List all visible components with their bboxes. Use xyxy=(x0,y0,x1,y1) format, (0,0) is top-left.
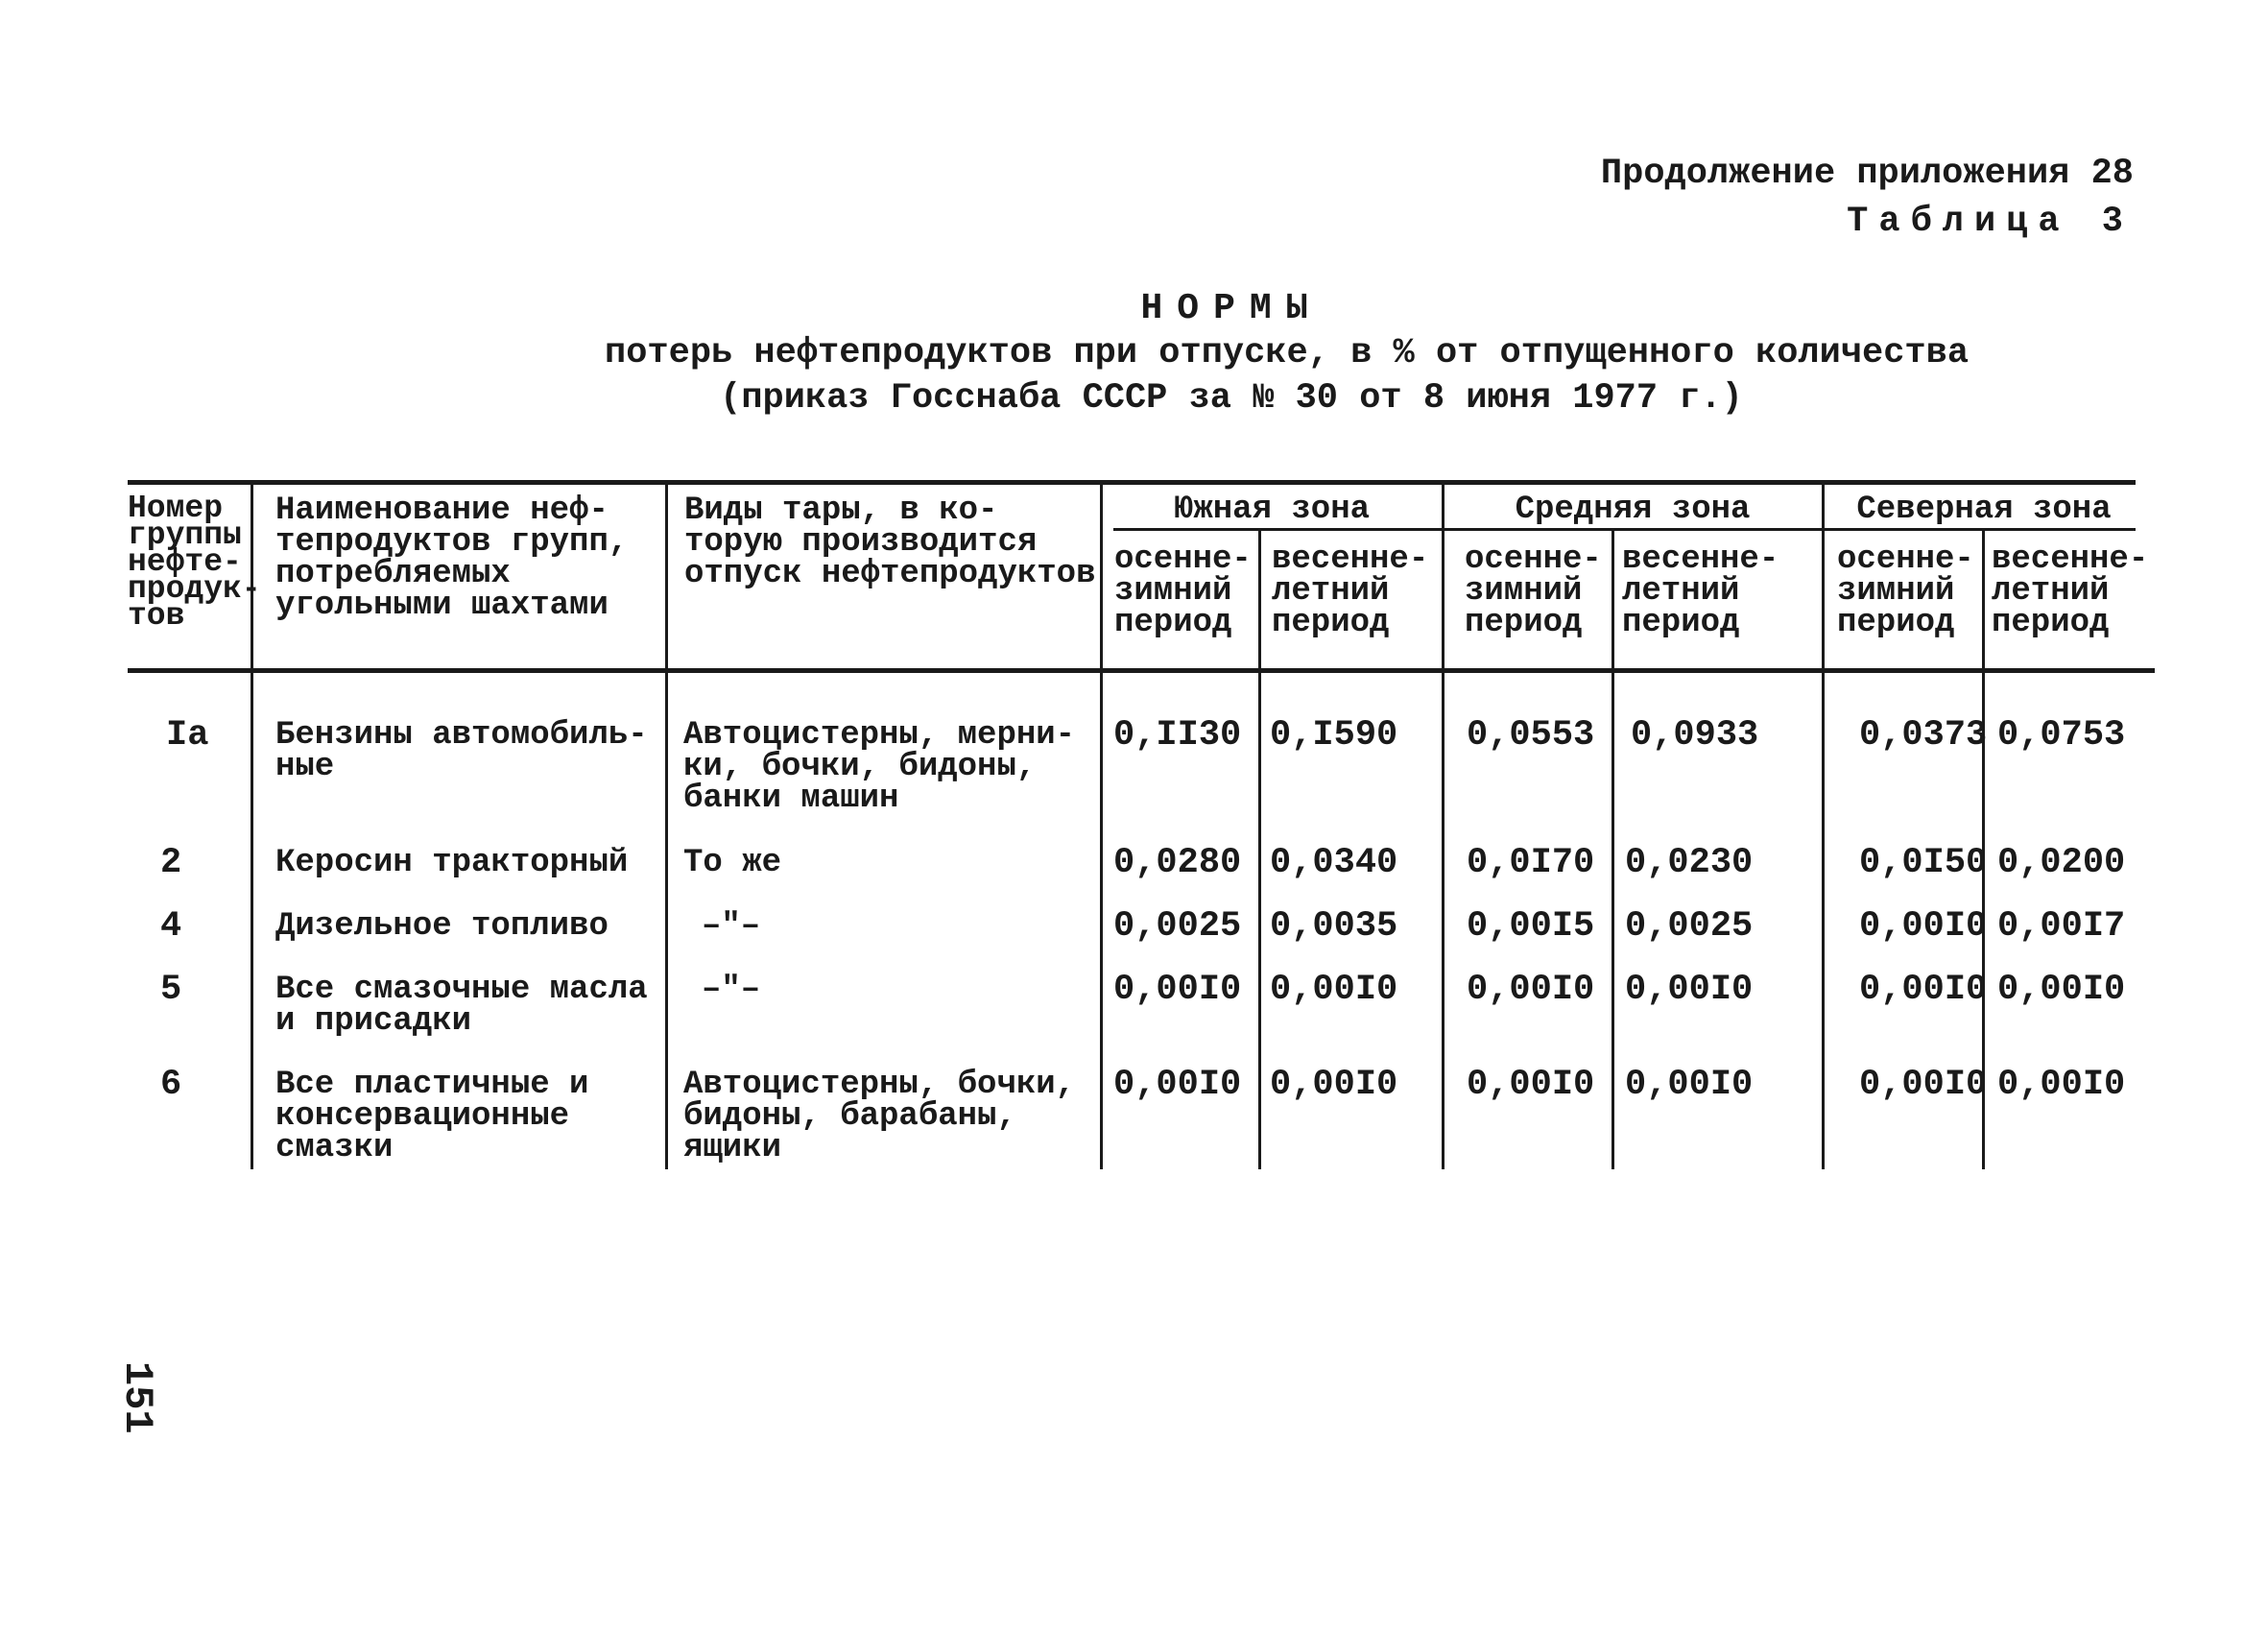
value-north-spring: 0,00I7 xyxy=(1997,906,2126,947)
row-group-number: 6 xyxy=(160,1065,182,1105)
value-north-autumn: 0,0I50 xyxy=(1859,843,1988,883)
appendix-continuation: Продолжение приложения 28 xyxy=(1600,154,2134,194)
value-south-spring: 0,0035 xyxy=(1270,906,1398,947)
zone-south: Южная зона xyxy=(1173,492,1371,528)
value-north-autumn: 0,0373 xyxy=(1859,715,1988,756)
title-order-reference: (приказ Госснаба СССР за № 30 от 8 июня 1977 г.) xyxy=(720,378,1743,419)
zone-north: Северная зона xyxy=(1856,492,2112,528)
header-group-number: Номер группы нефте- продук- тов xyxy=(128,491,261,634)
table-label: Таблица 3 xyxy=(1847,202,2134,242)
header-product-name: Наименование неф- тепродуктов групп, потребляемых угольными шахтами xyxy=(275,492,629,624)
table-top-rule xyxy=(128,480,2136,485)
row-group-number: Iа xyxy=(166,715,209,756)
value-north-autumn: 0,00I0 xyxy=(1859,970,1988,1010)
column-divider xyxy=(1822,480,1825,1169)
page-number: 151 xyxy=(114,1361,160,1434)
value-middle-autumn: 0,0553 xyxy=(1467,715,1595,756)
period-spring-summer: весенне- летний период xyxy=(1992,541,2149,641)
header-container-type: Виды тары, в ко- торую производится отпуск нефтепродуктов xyxy=(684,492,1096,592)
row-container-type: Автоцистерны, бочки, бидоны, барабаны, ящики xyxy=(683,1067,1076,1166)
period-autumn-winter: осенне- зимний период xyxy=(1837,541,1974,641)
value-north-spring: 0,0200 xyxy=(1997,843,2126,883)
value-middle-autumn: 0,0I70 xyxy=(1467,843,1595,883)
row-product-name: Бензины автомобиль- ные xyxy=(275,717,648,785)
value-south-spring: 0,I590 xyxy=(1270,715,1398,756)
value-north-autumn: 0,00I0 xyxy=(1859,1065,1988,1105)
value-middle-spring: 0,0230 xyxy=(1625,843,1754,883)
value-south-spring: 0,00I0 xyxy=(1270,1065,1398,1105)
row-product-name: Дизельное топливо xyxy=(275,908,609,945)
row-group-number: 2 xyxy=(160,843,182,883)
title-main: НОРМЫ xyxy=(1140,288,1323,329)
header-bottom-rule xyxy=(128,668,2155,673)
value-north-autumn: 0,00I0 xyxy=(1859,906,1988,947)
value-south-autumn: 0,0280 xyxy=(1113,843,1242,883)
value-north-spring: 0,0753 xyxy=(1997,715,2126,756)
row-product-name: Керосин тракторный xyxy=(275,845,629,881)
value-south-autumn: 0,0025 xyxy=(1113,906,1242,947)
value-south-spring: 0,00I0 xyxy=(1270,970,1398,1010)
value-middle-spring: 0,00I0 xyxy=(1625,1065,1754,1105)
row-product-name: Все смазочные масла и присадки xyxy=(275,972,648,1040)
period-autumn-winter: осенне- зимний период xyxy=(1465,541,1602,641)
period-autumn-winter: осенне- зимний период xyxy=(1114,541,1252,641)
column-divider xyxy=(1258,530,1261,1169)
row-container-type: То же xyxy=(683,845,782,881)
value-south-autumn: 0,II30 xyxy=(1113,715,1242,756)
column-divider xyxy=(665,480,668,1169)
value-north-spring: 0,00I0 xyxy=(1997,970,2126,1010)
column-divider xyxy=(1611,530,1614,1169)
period-spring-summer: весенне- летний период xyxy=(1272,541,1429,641)
row-container-type: Автоцистерны, мерни- ки, бочки, бидоны, банки машин xyxy=(683,717,1076,817)
value-middle-spring: 0,0933 xyxy=(1631,715,1759,756)
value-north-spring: 0,00I0 xyxy=(1997,1065,2126,1105)
value-middle-spring: 0,0025 xyxy=(1625,906,1754,947)
zone-middle: Средняя зона xyxy=(1515,492,1751,528)
row-product-name: Все пластичные и консервационные смазки xyxy=(275,1067,589,1166)
row-container-type: –"– xyxy=(702,972,761,1008)
value-south-autumn: 0,00I0 xyxy=(1113,1065,1242,1105)
value-middle-autumn: 0,00I5 xyxy=(1467,906,1595,947)
column-divider xyxy=(1442,480,1444,1169)
row-group-number: 5 xyxy=(160,970,182,1010)
value-south-spring: 0,0340 xyxy=(1270,843,1398,883)
column-divider xyxy=(1100,480,1103,1169)
value-south-autumn: 0,00I0 xyxy=(1113,970,1242,1010)
value-middle-autumn: 0,00I0 xyxy=(1467,970,1595,1010)
row-container-type: –"– xyxy=(702,908,761,945)
value-middle-autumn: 0,00I0 xyxy=(1467,1065,1595,1105)
period-spring-summer: весенне- летний период xyxy=(1622,541,1779,641)
title-subtitle: потерь нефтепродуктов при отпуске, в % от отпущенного количества xyxy=(605,333,1970,373)
document-title xyxy=(605,286,1970,421)
value-middle-spring: 0,00I0 xyxy=(1625,970,1754,1010)
row-group-number: 4 xyxy=(160,906,182,947)
